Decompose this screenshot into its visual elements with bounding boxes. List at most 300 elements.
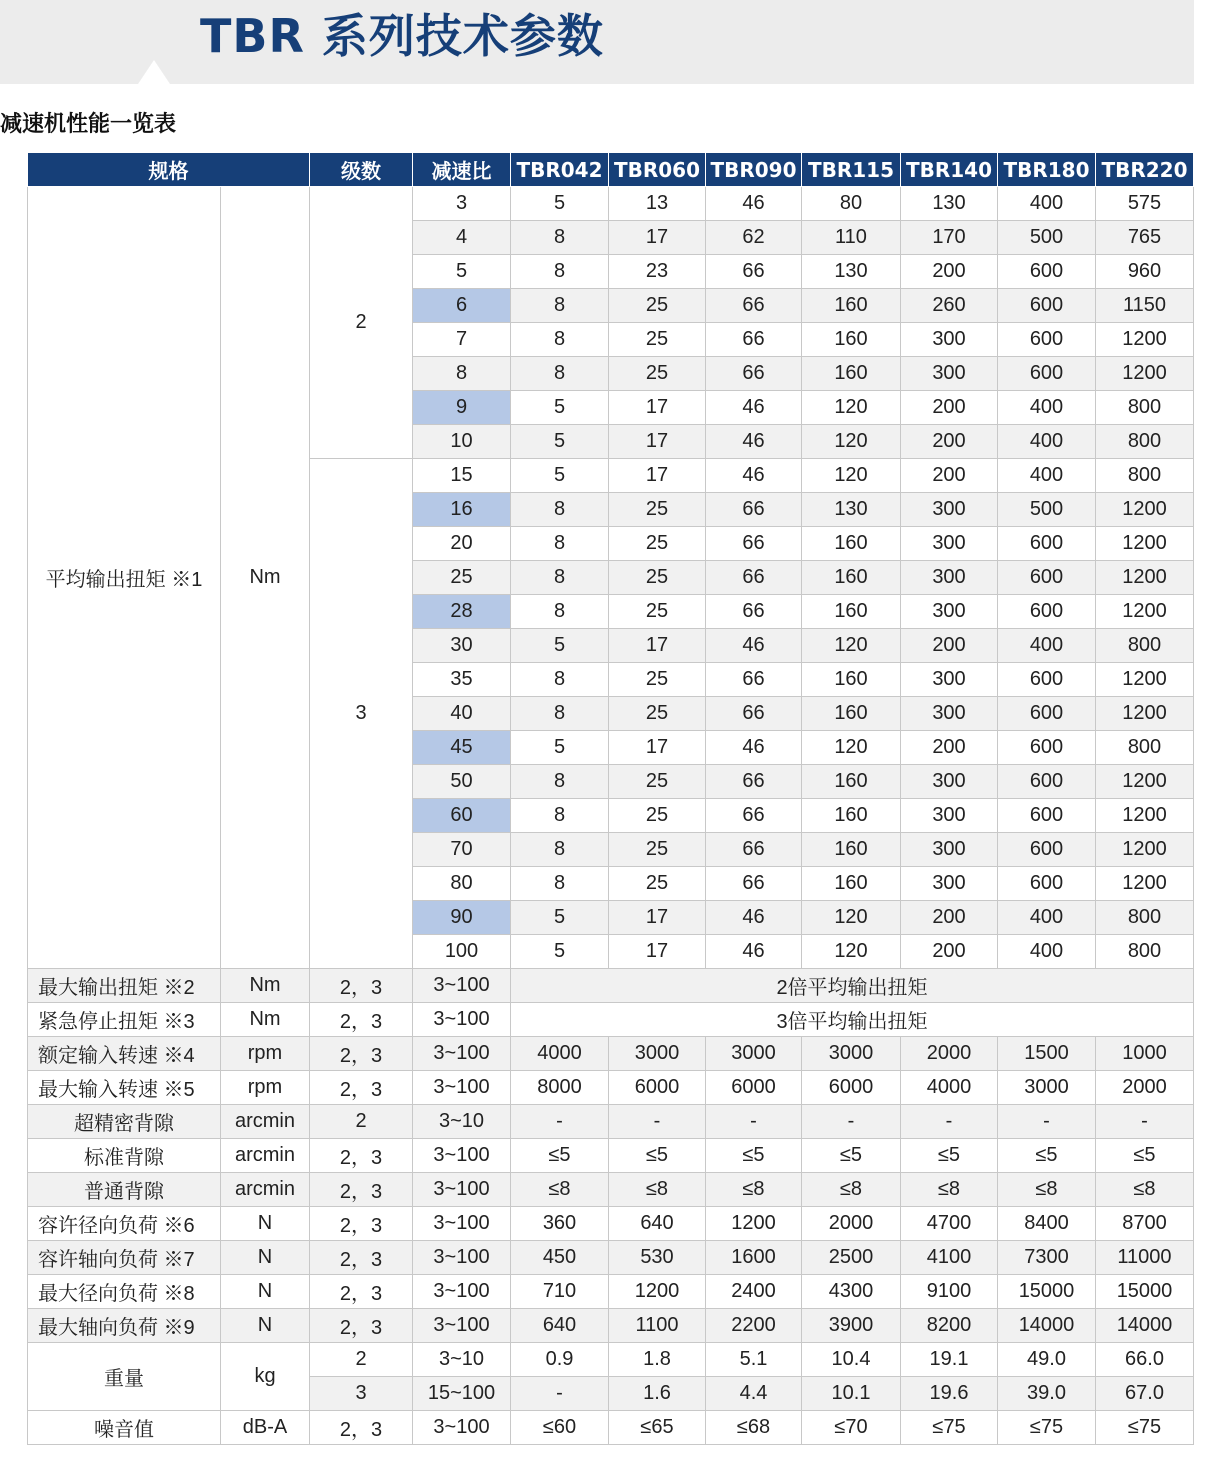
value-cell: 1.6 <box>609 1377 706 1411</box>
value-cell: 160 <box>802 697 901 731</box>
value-cell: 600 <box>998 731 1096 765</box>
row-label: 最大轴向负荷 ※9 <box>28 1309 221 1343</box>
value-cell: 25 <box>609 561 706 595</box>
value-cell: 8 <box>511 323 609 357</box>
value-cell: 1000 <box>1096 1037 1194 1071</box>
row-stage: 2，3 <box>310 1139 413 1173</box>
value-cell: 46 <box>706 459 802 493</box>
ratio-cell: 3~100 <box>413 1173 511 1207</box>
ratio-cell: 30 <box>413 629 511 663</box>
value-cell: 450 <box>511 1241 609 1275</box>
value-cell: 66 <box>706 357 802 391</box>
value-cell: ≤75 <box>901 1411 998 1445</box>
value-cell: 66 <box>706 833 802 867</box>
row-stage: 2，3 <box>310 1411 413 1445</box>
value-cell: 640 <box>609 1207 706 1241</box>
row-stage: 2，3 <box>310 1071 413 1105</box>
value-cell: 25 <box>609 867 706 901</box>
value-cell: 14000 <box>1096 1309 1194 1343</box>
value-cell: 66 <box>706 289 802 323</box>
value-cell: 200 <box>901 391 998 425</box>
value-cell: 200 <box>901 901 998 935</box>
value-cell: 0.9 <box>511 1343 609 1377</box>
value-cell: 15000 <box>1096 1275 1194 1309</box>
value-cell: 8 <box>511 527 609 561</box>
value-cell: 300 <box>901 867 998 901</box>
value-cell: 2200 <box>706 1309 802 1343</box>
value-cell: 3000 <box>998 1071 1096 1105</box>
table-row <box>28 1037 1194 1071</box>
header-ratio: 减速比 <box>413 153 511 187</box>
value-cell: 8 <box>511 663 609 697</box>
value-cell: ≤5 <box>609 1139 706 1173</box>
value-cell: 5 <box>511 391 609 425</box>
row-stage: 2，3 <box>310 1309 413 1343</box>
value-cell: 765 <box>1096 221 1194 255</box>
value-cell: ≤70 <box>802 1411 901 1445</box>
value-cell: 39.0 <box>998 1377 1096 1411</box>
value-cell: 5 <box>511 901 609 935</box>
value-cell: 300 <box>901 765 998 799</box>
row-stage: 2 <box>310 187 413 459</box>
row-label: 容许径向负荷 ※6 <box>28 1207 221 1241</box>
value-cell: ≤5 <box>1096 1139 1194 1173</box>
value-cell: 300 <box>901 493 998 527</box>
table-row <box>28 1105 1194 1139</box>
value-cell: 300 <box>901 833 998 867</box>
ratio-cell: 8 <box>413 357 511 391</box>
value-cell: 400 <box>998 187 1096 221</box>
value-cell: 300 <box>901 697 998 731</box>
ratio-cell: 3~100 <box>413 1139 511 1173</box>
value-cell: 4.4 <box>706 1377 802 1411</box>
spec-table <box>27 152 1194 1445</box>
value-cell: 160 <box>802 799 901 833</box>
row-unit: arcmin <box>221 1173 310 1207</box>
value-cell: ≤8 <box>706 1173 802 1207</box>
ratio-cell: 3~100 <box>413 969 511 1003</box>
value-cell: 17 <box>609 629 706 663</box>
value-cell: - <box>998 1105 1096 1139</box>
value-cell: 3000 <box>609 1037 706 1071</box>
ratio-cell: 90 <box>413 901 511 935</box>
value-cell: 19.1 <box>901 1343 998 1377</box>
value-cell: 120 <box>802 731 901 765</box>
header-model: TBR060 <box>609 153 706 187</box>
value-cell: ≤68 <box>706 1411 802 1445</box>
value-cell: - <box>1096 1105 1194 1139</box>
table-body <box>28 187 1194 1445</box>
value-cell: ≤8 <box>998 1173 1096 1207</box>
table-row <box>28 1309 1194 1343</box>
row-stage: 2，3 <box>310 1037 413 1071</box>
value-cell: 200 <box>901 935 998 969</box>
ratio-cell: 50 <box>413 765 511 799</box>
value-cell: 800 <box>1096 901 1194 935</box>
value-cell: 23 <box>609 255 706 289</box>
value-cell: 25 <box>609 697 706 731</box>
row-stage: 2，3 <box>310 1207 413 1241</box>
ratio-cell: 25 <box>413 561 511 595</box>
ratio-cell: 40 <box>413 697 511 731</box>
value-cell: 1200 <box>1096 527 1194 561</box>
row-unit: dB-A <box>221 1411 310 1445</box>
ratio-cell: 28 <box>413 595 511 629</box>
value-cell: 160 <box>802 561 901 595</box>
row-unit: arcmin <box>221 1139 310 1173</box>
value-cell: 8 <box>511 799 609 833</box>
value-cell: - <box>802 1105 901 1139</box>
value-cell: 5 <box>511 935 609 969</box>
value-cell: ≤5 <box>802 1139 901 1173</box>
row-label: 标准背隙 <box>28 1139 221 1173</box>
ratio-cell: 80 <box>413 867 511 901</box>
value-cell: 66.0 <box>1096 1343 1194 1377</box>
table-row <box>28 1139 1194 1173</box>
value-cell: 1.8 <box>609 1343 706 1377</box>
value-cell: 66 <box>706 697 802 731</box>
value-cell: 5 <box>511 459 609 493</box>
ratio-cell: 100 <box>413 935 511 969</box>
table-row <box>28 1173 1194 1207</box>
value-cell: 5 <box>511 187 609 221</box>
header-model: TBR180 <box>998 153 1096 187</box>
table-row <box>28 969 1194 1003</box>
value-cell: 500 <box>998 221 1096 255</box>
value-cell: ≤5 <box>511 1139 609 1173</box>
value-cell: 160 <box>802 663 901 697</box>
value-cell: 640 <box>511 1309 609 1343</box>
row-unit: Nm <box>221 969 310 1003</box>
value-cell: 800 <box>1096 731 1194 765</box>
value-cell: 8 <box>511 765 609 799</box>
value-cell: 200 <box>901 629 998 663</box>
row-label: 最大输出扭矩 ※2 <box>28 969 221 1003</box>
table-row <box>28 1411 1194 1445</box>
header-model: TBR115 <box>802 153 901 187</box>
value-cell: 10.1 <box>802 1377 901 1411</box>
value-cell: 200 <box>901 459 998 493</box>
value-cell: 120 <box>802 901 901 935</box>
value-cell: 1600 <box>706 1241 802 1275</box>
ratio-cell: 5 <box>413 255 511 289</box>
header-spec: 规格 <box>28 153 310 187</box>
value-cell: 66 <box>706 799 802 833</box>
header-model: TBR220 <box>1096 153 1194 187</box>
row-unit: rpm <box>221 1037 310 1071</box>
value-cell: 8400 <box>998 1207 1096 1241</box>
row-label: 紧急停止扭矩 ※3 <box>28 1003 221 1037</box>
value-cell: 8000 <box>511 1071 609 1105</box>
value-cell: 46 <box>706 425 802 459</box>
value-cell: 400 <box>998 935 1096 969</box>
value-cell: 1200 <box>1096 867 1194 901</box>
value-cell: 66 <box>706 561 802 595</box>
value-cell: 1200 <box>706 1207 802 1241</box>
header-model: TBR140 <box>901 153 998 187</box>
table-row <box>28 1207 1194 1241</box>
ratio-cell: 6 <box>413 289 511 323</box>
value-cell: 13 <box>609 187 706 221</box>
ratio-cell: 3~100 <box>413 1275 511 1309</box>
value-cell: 600 <box>998 357 1096 391</box>
value-cell: 25 <box>609 595 706 629</box>
ratio-cell: 3~100 <box>413 1037 511 1071</box>
value-cell: 800 <box>1096 391 1194 425</box>
value-cell: 1200 <box>1096 663 1194 697</box>
value-cell: ≤5 <box>901 1139 998 1173</box>
value-cell: 800 <box>1096 459 1194 493</box>
value-cell: 66 <box>706 663 802 697</box>
value-cell: 25 <box>609 799 706 833</box>
value-cell: 46 <box>706 629 802 663</box>
header-model: TBR090 <box>706 153 802 187</box>
value-cell: 575 <box>1096 187 1194 221</box>
value-cell: 300 <box>901 595 998 629</box>
ratio-cell: 16 <box>413 493 511 527</box>
value-cell: 11000 <box>1096 1241 1194 1275</box>
value-cell: 67.0 <box>1096 1377 1194 1411</box>
value-cell: 160 <box>802 527 901 561</box>
ratio-cell: 3~100 <box>413 1309 511 1343</box>
ratio-cell: 3~100 <box>413 1003 511 1037</box>
table-row <box>28 187 1194 221</box>
row-label: 噪音值 <box>28 1411 221 1445</box>
row-label: 额定输入转速 ※4 <box>28 1037 221 1071</box>
value-cell: 17 <box>609 459 706 493</box>
value-cell: 200 <box>901 425 998 459</box>
value-cell: 1200 <box>609 1275 706 1309</box>
value-cell: 3000 <box>802 1037 901 1071</box>
value-cell: 46 <box>706 187 802 221</box>
row-unit: arcmin <box>221 1105 310 1139</box>
value-cell: 710 <box>511 1275 609 1309</box>
value-cell: 66 <box>706 595 802 629</box>
row-label: 平均输出扭矩 ※1 <box>28 187 221 969</box>
value-cell: 8 <box>511 867 609 901</box>
ratio-cell: 45 <box>413 731 511 765</box>
value-cell: - <box>511 1377 609 1411</box>
value-cell: 300 <box>901 663 998 697</box>
value-cell: - <box>511 1105 609 1139</box>
value-cell: 4000 <box>901 1071 998 1105</box>
value-cell: 360 <box>511 1207 609 1241</box>
header-stage: 级数 <box>310 153 413 187</box>
value-cell: 600 <box>998 663 1096 697</box>
value-cell: 80 <box>802 187 901 221</box>
value-cell: 800 <box>1096 935 1194 969</box>
value-cell: 66 <box>706 527 802 561</box>
value-cell: 600 <box>998 765 1096 799</box>
value-cell: 400 <box>998 901 1096 935</box>
value-cell: - <box>609 1105 706 1139</box>
value-cell: ≤8 <box>1096 1173 1194 1207</box>
row-label: 最大径向负荷 ※8 <box>28 1275 221 1309</box>
value-cell: 300 <box>901 357 998 391</box>
value-cell: 49.0 <box>998 1343 1096 1377</box>
merged-value-cell: 3倍平均输出扭矩 <box>511 1003 1194 1037</box>
value-cell: 46 <box>706 935 802 969</box>
row-label: 普通背隙 <box>28 1173 221 1207</box>
value-cell: 6000 <box>706 1071 802 1105</box>
value-cell: 1200 <box>1096 493 1194 527</box>
ratio-cell: 15~100 <box>413 1377 511 1411</box>
value-cell: 120 <box>802 935 901 969</box>
value-cell: 2000 <box>901 1037 998 1071</box>
value-cell: 600 <box>998 323 1096 357</box>
value-cell: 66 <box>706 765 802 799</box>
value-cell: 500 <box>998 493 1096 527</box>
value-cell: 8 <box>511 255 609 289</box>
value-cell: 800 <box>1096 629 1194 663</box>
value-cell: 1100 <box>609 1309 706 1343</box>
row-stage: 2，3 <box>310 1275 413 1309</box>
table-row <box>28 1241 1194 1275</box>
value-cell: 600 <box>998 595 1096 629</box>
value-cell: 46 <box>706 901 802 935</box>
value-cell: 15000 <box>998 1275 1096 1309</box>
value-cell: 2400 <box>706 1275 802 1309</box>
table-row <box>28 1275 1194 1309</box>
value-cell: 160 <box>802 765 901 799</box>
value-cell: ≤8 <box>901 1173 998 1207</box>
value-cell: 17 <box>609 221 706 255</box>
value-cell: 400 <box>998 391 1096 425</box>
value-cell: 66 <box>706 493 802 527</box>
value-cell: - <box>706 1105 802 1139</box>
value-cell: 1200 <box>1096 561 1194 595</box>
value-cell: 1200 <box>1096 833 1194 867</box>
value-cell: 8 <box>511 561 609 595</box>
value-cell: 46 <box>706 391 802 425</box>
value-cell: 1200 <box>1096 697 1194 731</box>
value-cell: ≤75 <box>1096 1411 1194 1445</box>
ratio-cell: 15 <box>413 459 511 493</box>
row-unit: N <box>221 1241 310 1275</box>
value-cell: ≤8 <box>802 1173 901 1207</box>
value-cell: 260 <box>901 289 998 323</box>
value-cell: 130 <box>901 187 998 221</box>
row-stage: 3 <box>310 1377 413 1411</box>
value-cell: 66 <box>706 867 802 901</box>
ratio-cell: 3~10 <box>413 1343 511 1377</box>
value-cell: 5.1 <box>706 1343 802 1377</box>
value-cell: 4000 <box>511 1037 609 1071</box>
row-unit: kg <box>221 1343 310 1411</box>
value-cell: - <box>901 1105 998 1139</box>
value-cell: 600 <box>998 255 1096 289</box>
value-cell: 120 <box>802 425 901 459</box>
row-unit: N <box>221 1275 310 1309</box>
value-cell: 66 <box>706 323 802 357</box>
merged-value-cell: 2倍平均输出扭矩 <box>511 969 1194 1003</box>
row-stage: 2，3 <box>310 969 413 1003</box>
value-cell: 170 <box>901 221 998 255</box>
value-cell: 25 <box>609 527 706 561</box>
ratio-cell: 35 <box>413 663 511 697</box>
value-cell: 6000 <box>802 1071 901 1105</box>
header-banner <box>0 0 1194 84</box>
value-cell: 25 <box>609 323 706 357</box>
value-cell: 25 <box>609 357 706 391</box>
value-cell: 8 <box>511 697 609 731</box>
value-cell: 6000 <box>609 1071 706 1105</box>
ratio-cell: 4 <box>413 221 511 255</box>
value-cell: 1200 <box>1096 357 1194 391</box>
value-cell: 25 <box>609 833 706 867</box>
table-row <box>28 1343 1194 1377</box>
value-cell: 14000 <box>998 1309 1096 1343</box>
value-cell: 600 <box>998 527 1096 561</box>
value-cell: 8 <box>511 221 609 255</box>
value-cell: 600 <box>998 867 1096 901</box>
value-cell: 66 <box>706 255 802 289</box>
ratio-cell: 60 <box>413 799 511 833</box>
value-cell: 17 <box>609 425 706 459</box>
value-cell: 4300 <box>802 1275 901 1309</box>
value-cell: 3000 <box>706 1037 802 1071</box>
ratio-cell: 7 <box>413 323 511 357</box>
value-cell: 1200 <box>1096 765 1194 799</box>
page-title: TBR 系列技术参数 <box>200 9 604 63</box>
value-cell: 1500 <box>998 1037 1096 1071</box>
header-model: TBR042 <box>511 153 609 187</box>
value-cell: 17 <box>609 731 706 765</box>
row-unit: N <box>221 1309 310 1343</box>
table-row <box>28 1071 1194 1105</box>
value-cell: 200 <box>901 731 998 765</box>
value-cell: 160 <box>802 289 901 323</box>
row-label: 重量 <box>28 1343 221 1411</box>
value-cell: ≤60 <box>511 1411 609 1445</box>
value-cell: 600 <box>998 697 1096 731</box>
value-cell: 2500 <box>802 1241 901 1275</box>
value-cell: 17 <box>609 901 706 935</box>
row-stage: 2，3 <box>310 1173 413 1207</box>
value-cell: 8 <box>511 357 609 391</box>
value-cell: 4100 <box>901 1241 998 1275</box>
value-cell: 4700 <box>901 1207 998 1241</box>
ratio-cell: 3~100 <box>413 1207 511 1241</box>
value-cell: 25 <box>609 663 706 697</box>
value-cell: 600 <box>998 833 1096 867</box>
value-cell: 160 <box>802 867 901 901</box>
value-cell: 800 <box>1096 425 1194 459</box>
ratio-cell: 10 <box>413 425 511 459</box>
row-stage: 2 <box>310 1343 413 1377</box>
value-cell: 8 <box>511 833 609 867</box>
value-cell: 62 <box>706 221 802 255</box>
value-cell: 5 <box>511 425 609 459</box>
value-cell: 130 <box>802 493 901 527</box>
row-stage: 2，3 <box>310 1241 413 1275</box>
value-cell: 120 <box>802 391 901 425</box>
value-cell: 530 <box>609 1241 706 1275</box>
value-cell: 8 <box>511 493 609 527</box>
value-cell: 300 <box>901 323 998 357</box>
value-cell: 160 <box>802 833 901 867</box>
value-cell: 19.6 <box>901 1377 998 1411</box>
value-cell: ≤5 <box>706 1139 802 1173</box>
value-cell: ≤8 <box>609 1173 706 1207</box>
row-stage: 2，3 <box>310 1003 413 1037</box>
value-cell: 9100 <box>901 1275 998 1309</box>
ratio-cell: 3~100 <box>413 1411 511 1445</box>
value-cell: 600 <box>998 799 1096 833</box>
value-cell: 160 <box>802 323 901 357</box>
ratio-cell: 3~100 <box>413 1241 511 1275</box>
row-label: 最大输入转速 ※5 <box>28 1071 221 1105</box>
